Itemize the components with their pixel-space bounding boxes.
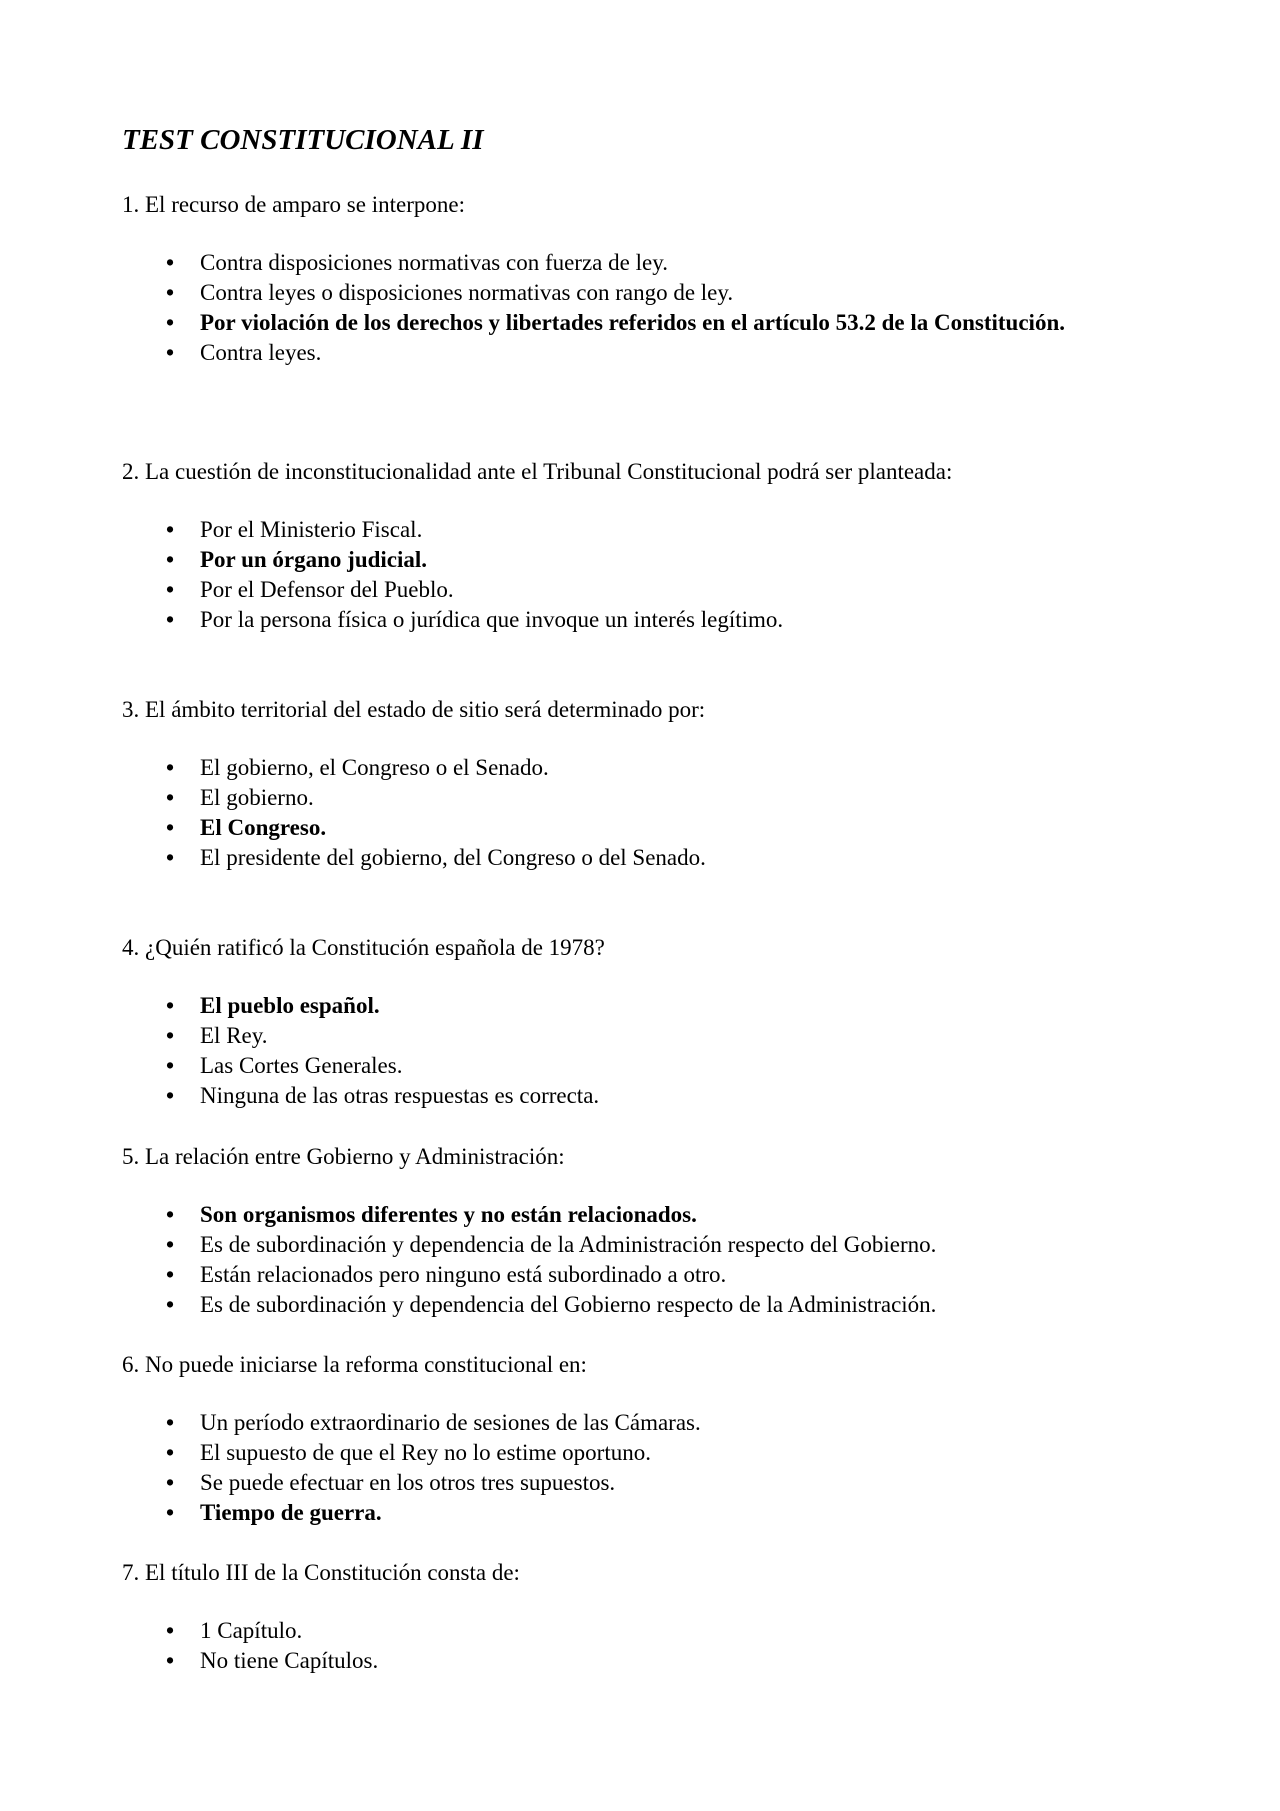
question-2: [122, 457, 1182, 635]
option-item: [122, 1051, 1182, 1081]
option-item: [122, 1290, 1182, 1320]
option-text: No tiene Capítulos.: [200, 1648, 379, 1673]
option-item: [122, 1408, 1182, 1438]
option-item: [122, 605, 1182, 635]
option-text: Están relacionados pero ninguno está subordinado a otro.: [200, 1262, 727, 1287]
option-text: El gobierno, el Congreso o el Senado.: [200, 755, 549, 780]
option-item-correct: [122, 813, 1182, 843]
bullet-icon: •: [165, 517, 175, 542]
bullet-icon: •: [165, 1292, 175, 1317]
option-item: [122, 753, 1182, 783]
option-text: Son organismos diferentes y no están relacionados.: [200, 1202, 697, 1227]
options-list: [122, 1616, 1182, 1676]
bullet-icon: •: [165, 785, 175, 810]
option-item: [122, 515, 1182, 545]
question-text: 1. El recurso de amparo se interpone:: [122, 192, 465, 217]
bullet-icon: •: [165, 1410, 175, 1435]
option-text: Se puede efectuar en los otros tres supuestos.: [200, 1470, 616, 1495]
question-text: 7. El título III de la Constitución consta de:: [122, 1560, 520, 1585]
option-item: [122, 248, 1182, 278]
option-text: El Congreso.: [200, 815, 327, 840]
question-7: [122, 1558, 1182, 1676]
option-item: [122, 1468, 1182, 1498]
options-list: [122, 1200, 1182, 1320]
question-text: 3. El ámbito territorial del estado de sitio será determinado por:: [122, 697, 706, 722]
option-text: Contra leyes o disposiciones normativas con rango de ley.: [200, 280, 734, 305]
bullet-icon: •: [165, 1262, 175, 1287]
option-item: [122, 783, 1182, 813]
option-text: Contra leyes.: [200, 340, 322, 365]
option-text: 1 Capítulo.: [200, 1618, 303, 1643]
bullet-icon: •: [165, 280, 175, 305]
bullet-icon: •: [165, 1232, 175, 1257]
bullet-icon: •: [165, 1083, 175, 1108]
option-item: [122, 1230, 1182, 1260]
bullet-icon: •: [165, 1500, 175, 1525]
options-list: [122, 753, 1182, 873]
bullet-icon: •: [165, 1202, 175, 1227]
document-title: TEST CONSTITUCIONAL II: [122, 124, 484, 156]
bullet-icon: •: [165, 1618, 175, 1643]
bullet-icon: •: [165, 310, 175, 335]
option-text: Por violación de los derechos y libertades referidos en el artículo 53.2 de la Constitución.: [200, 310, 1065, 335]
question-3: [122, 695, 1182, 873]
option-item: [122, 1081, 1182, 1111]
option-text: El presidente del gobierno, del Congreso o del Senado.: [200, 845, 706, 870]
bullet-icon: •: [165, 577, 175, 602]
option-text: Un período extraordinario de sesiones de las Cámaras.: [200, 1410, 701, 1435]
option-text: Es de subordinación y dependencia de la Administración respecto del Gobierno.: [200, 1232, 937, 1257]
option-text: El pueblo español.: [200, 993, 380, 1018]
option-text: Por un órgano judicial.: [200, 547, 428, 572]
bullet-icon: •: [165, 755, 175, 780]
option-item-correct: [122, 991, 1182, 1021]
option-item-correct: [122, 1200, 1182, 1230]
bullet-icon: •: [165, 547, 175, 572]
question-1: [122, 190, 1182, 368]
option-text: Por la persona física o jurídica que invoque un interés legítimo.: [200, 607, 784, 632]
option-item: [122, 278, 1182, 308]
option-text: Es de subordinación y dependencia del Gobierno respecto de la Administración.: [200, 1292, 937, 1317]
bullet-icon: •: [165, 1440, 175, 1465]
bullet-icon: •: [165, 607, 175, 632]
option-text: Ninguna de las otras respuestas es correcta.: [200, 1083, 600, 1108]
option-item-correct: [122, 308, 1182, 338]
option-item: [122, 843, 1182, 873]
option-text: El gobierno.: [200, 785, 314, 810]
question-6: [122, 1350, 1182, 1528]
bullet-icon: •: [165, 250, 175, 275]
question-4: [122, 933, 1182, 1111]
options-list: [122, 1408, 1182, 1528]
bullet-icon: •: [165, 1023, 175, 1048]
option-item-correct: [122, 1498, 1182, 1528]
question-5: [122, 1142, 1182, 1320]
option-text: El supuesto de que el Rey no lo estime oportuno.: [200, 1440, 651, 1465]
option-item: [122, 1616, 1182, 1646]
option-text: Las Cortes Generales.: [200, 1053, 403, 1078]
options-list: [122, 248, 1182, 368]
options-list: [122, 991, 1182, 1111]
option-text: El Rey.: [200, 1023, 268, 1048]
option-text: Por el Defensor del Pueblo.: [200, 577, 454, 602]
option-item: [122, 338, 1182, 368]
bullet-icon: •: [165, 1648, 175, 1673]
option-text: Por el Ministerio Fiscal.: [200, 517, 423, 542]
option-item: [122, 1260, 1182, 1290]
option-text: Contra disposiciones normativas con fuerza de ley.: [200, 250, 668, 275]
option-item-correct: [122, 545, 1182, 575]
bullet-icon: •: [165, 845, 175, 870]
option-text: Tiempo de guerra.: [200, 1500, 382, 1525]
bullet-icon: •: [165, 993, 175, 1018]
bullet-icon: •: [165, 815, 175, 840]
option-item: [122, 1438, 1182, 1468]
question-text: 2. La cuestión de inconstitucionalidad ante el Tribunal Constitucional podrá ser planteada:: [122, 459, 953, 484]
bullet-icon: •: [165, 340, 175, 365]
bullet-icon: •: [165, 1053, 175, 1078]
option-item: [122, 575, 1182, 605]
bullet-icon: •: [165, 1470, 175, 1495]
options-list: [122, 515, 1182, 635]
question-text: 5. La relación entre Gobierno y Administración:: [122, 1144, 565, 1169]
question-text: 6. No puede iniciarse la reforma constitucional en:: [122, 1352, 587, 1377]
option-item: [122, 1021, 1182, 1051]
question-text: 4. ¿Quién ratificó la Constitución española de 1978?: [122, 935, 605, 960]
option-item: [122, 1646, 1182, 1676]
